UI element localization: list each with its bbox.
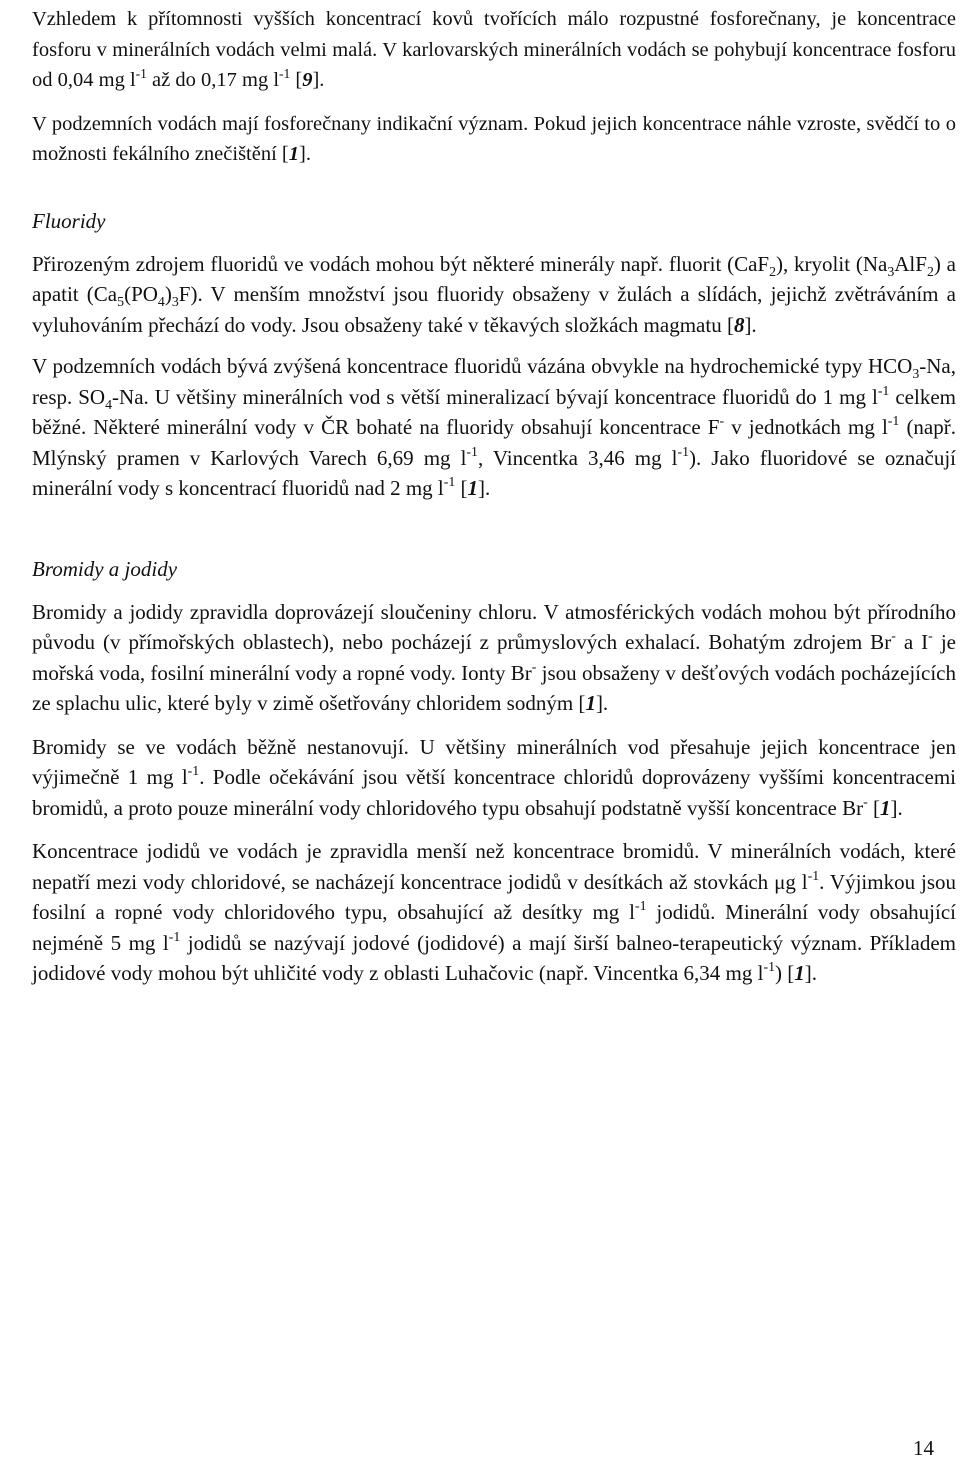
text-run: ]. — [299, 143, 311, 165]
subscript: 4 — [157, 294, 165, 310]
text-run: ). Jako fluoridové se označují minerální vody s koncentrací fluoridů nad 2 mg l — [32, 445, 956, 500]
text-run: je mořská voda, fosilní minerální vody a ropné vody. Ionty Br — [32, 630, 956, 685]
subscript: 5 — [117, 294, 125, 310]
superscript: -1 — [877, 382, 890, 398]
text-run: ) a apatit (Ca — [32, 251, 956, 306]
text-run: ]. — [478, 476, 491, 500]
text-run: Koncentrace jodidů ve vodách je zpravidla menší než koncentrace bromidů. V minerálních vodách, které nepatří mezi vody chloridové, se nacházejí koncentrace jodidů v desítkách až stovkách μg l — [32, 839, 956, 894]
superscript: -1 — [763, 959, 776, 975]
text-run: [ — [290, 69, 303, 91]
paragraph-fluoride-sources — [32, 249, 956, 341]
citation-ref: 1 — [879, 795, 891, 820]
superscript: -1 — [279, 65, 291, 81]
citation-ref: 9 — [302, 69, 313, 91]
text-run: celkem běžné. Některé minerální vody v ČR bohaté na fluoridy obsahují koncentrace F — [32, 384, 956, 439]
citation-ref: 1 — [467, 476, 479, 500]
citation-ref: 1 — [585, 691, 596, 715]
superscript: - — [863, 793, 868, 809]
superscript: - — [928, 628, 933, 644]
paragraph-phosphate-indicator — [32, 109, 956, 170]
citation-ref: 1 — [288, 143, 299, 165]
superscript: - — [891, 628, 896, 644]
text-run: V podzemních vodách mají fosforečnany indikační význam. Pokud jejich koncentrace náhle vzroste, svědčí to o možnosti fekálního znečištění [ — [32, 112, 956, 165]
text-run: -Na, resp. SO — [32, 354, 956, 409]
text-run: ]. — [890, 795, 903, 820]
text-run: ), kryolit (Na — [776, 251, 888, 276]
citation-ref: 8 — [733, 312, 745, 337]
text-run: -Na. U většiny minerálních vod s větší mineralizací bývají koncentrace fluoridů do 1 mg l — [112, 384, 878, 409]
paragraph-bromide-iodide-origin — [32, 597, 956, 719]
subscript: 2 — [926, 263, 934, 279]
text-run: ) [ — [775, 961, 795, 985]
superscript: -1 — [466, 443, 478, 459]
text-run: ) — [164, 282, 172, 306]
text-run: (např. Mlýnský pramen v Karlových Varech 6,69 mg l — [32, 415, 956, 470]
text-run: v jednotkách mg l — [724, 415, 888, 439]
text-run: ]. — [595, 691, 609, 715]
subscript: 3 — [171, 294, 179, 310]
text-run: ]. — [804, 961, 818, 985]
text-run: až do 0,17 mg l — [146, 69, 280, 91]
superscript: -1 — [168, 928, 181, 944]
text-run: Bromidy a jodidy zpravidla doprovázejí sloučeniny chloru. V atmosférických vodách mohou být přírodního původu (v přímořských oblastech), nebo pocházejí z průmyslových exhalací. Bohatým zdrojem Br — [32, 599, 956, 654]
section-heading-fluoridy: Fluoridy — [32, 208, 106, 233]
text-run: Vzhledem k přítomnosti vyšších koncentrací kovů tvořících málo rozpustné fosforečnany, je koncentrace fosforu v minerálních vodách velmi malá. V karlovarských minerálních vodách se pohybují koncentrace fosforu od 0,04 mg l — [32, 8, 956, 91]
paragraph-bromide-concentration — [32, 732, 956, 824]
superscript: - — [531, 658, 537, 674]
superscript: -1 — [807, 867, 820, 883]
citation-ref: 1 — [794, 961, 805, 985]
text-run: jodidů. Minerální vody obsahující nejméně 5 mg l — [32, 900, 956, 955]
superscript: -1 — [677, 443, 689, 459]
text-run: jodidů se nazývají jodové (jodidové) a mají širší balneo-terapeutický význam. Příkladem jodidové vody mohou být uhličité vody z oblasti Luhačovic (např. Vincentka 6,34 mg l — [32, 930, 956, 985]
text-run: V podzemních vodách bývá zvýšená koncentrace fluoridů vázána obvykle na hydrochemické typy HCO — [32, 354, 913, 378]
paragraph-iodide-concentration — [32, 836, 956, 989]
subscript: 4 — [105, 396, 113, 412]
subscript: 3 — [887, 263, 895, 279]
superscript: - — [719, 413, 725, 429]
page-content — [32, 0, 956, 989]
text-run: (PO — [124, 282, 158, 306]
text-run: [ — [867, 795, 880, 820]
text-run: F). V menším množství jsou fluoridy obsaženy v žulách a slídách, jejichž zvětráváním a vyluhováním přechází do vody. Jsou obsaženy také v těkavých složkách magmatu [ — [32, 282, 956, 337]
text-run: , Vincentka 3,46 mg l — [477, 445, 678, 470]
text-run: ]. — [312, 69, 325, 91]
text-run: Přirozeným zdrojem fluoridů ve vodách mohou být některé minerály např. fluorit (CaF — [32, 251, 770, 276]
text-run: . Podle očekávání jsou větší koncentrace chloridů doprovázeny vyššími koncentracemi bromidů, a proto pouze minerální vody chloridového typu obsahují podstatně vyšší koncentrace Br — [32, 765, 956, 820]
text-run: . Výjimkou jsou fosilní a ropné vody chloridového typu, obsahující až desítky mg l — [32, 869, 956, 924]
superscript: -1 — [135, 65, 147, 81]
subscript: 3 — [912, 366, 920, 382]
paragraph-phosphorus-concentration — [32, 4, 956, 96]
text-run: jsou obsaženy v dešťových vodách pocházejících ze splachu ulic, které byly v zimě ošetřovány chloridem sodným [ — [32, 660, 956, 715]
superscript: -1 — [443, 474, 456, 490]
subscript: 2 — [769, 263, 777, 279]
superscript: -1 — [887, 413, 900, 429]
text-run: ]. — [744, 312, 757, 337]
page-number: 14 — [913, 1436, 934, 1460]
paragraph-fluoride-groundwater — [32, 351, 956, 504]
section-heading-bromidy-jodidy: Bromidy a jodidy — [32, 556, 178, 581]
text-run: AlF — [894, 251, 927, 276]
text-run: a I — [895, 630, 929, 654]
superscript: -1 — [187, 763, 200, 779]
superscript: -1 — [635, 898, 647, 914]
text-run: Bromidy se ve vodách běžně nestanovují. U většiny minerálních vod přesahuje jejich koncentrace jen výjimečně 1 mg l — [32, 734, 956, 789]
text-run: [ — [455, 476, 468, 500]
